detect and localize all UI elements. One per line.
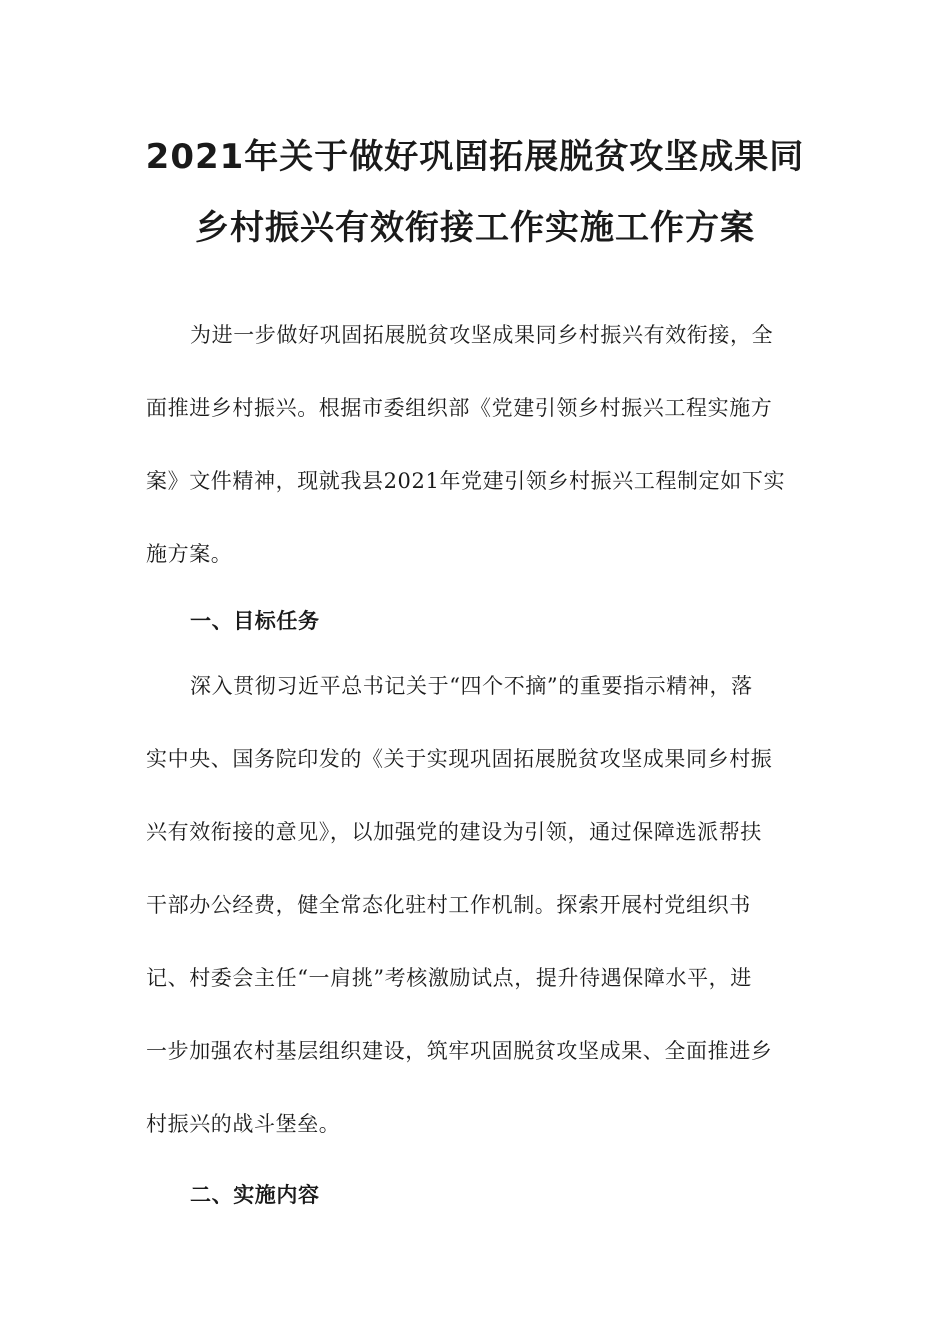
section1-paragraph-line: 深入贯彻习近平总书记关于“四个不摘”的重要指示精神，落 bbox=[190, 674, 753, 698]
intro-paragraph-line: 面推进乡村振兴。根据市委组织部《党建引领乡村振兴工程实施方 bbox=[146, 396, 773, 420]
document-title-line-2: 乡村振兴有效衔接工作实施工作方案 bbox=[195, 208, 755, 248]
section1-paragraph-line: 一步加强农村基层组织建设，筑牢巩固脱贫攻坚成果、全面推进乡 bbox=[146, 1039, 773, 1063]
section1-paragraph-line: 实中央、国务院印发的《关于实现巩固拓展脱贫攻坚成果同乡村振 bbox=[146, 747, 773, 771]
intro-paragraph-line: 为进一步做好巩固拓展脱贫攻坚成果同乡村振兴有效衔接，全 bbox=[190, 323, 774, 347]
section-heading-goals: 一、目标任务 bbox=[190, 609, 320, 633]
section1-paragraph-line: 村振兴的战斗堡垒。 bbox=[146, 1112, 341, 1136]
section1-paragraph-line: 兴有效衔接的意见》，以加强党的建设为引领，通过保障选派帮扶 bbox=[146, 820, 762, 844]
section1-paragraph-line: 干部办公经费，健全常态化驻村工作机制。探索开展村党组织书 bbox=[146, 893, 751, 917]
section-heading-implementation: 二、实施内容 bbox=[190, 1183, 320, 1207]
intro-paragraph-line: 施方案。 bbox=[146, 542, 233, 566]
section1-paragraph-line: 记、村委会主任“一肩挑”考核激励试点，提升待遇保障水平，进 bbox=[146, 966, 752, 990]
intro-paragraph-line: 案》文件精神，现就我县2021年党建引领乡村振兴工程制定如下实 bbox=[146, 469, 786, 493]
document-title-line-1: 2021年关于做好巩固拓展脱贫攻坚成果同 bbox=[145, 137, 805, 177]
